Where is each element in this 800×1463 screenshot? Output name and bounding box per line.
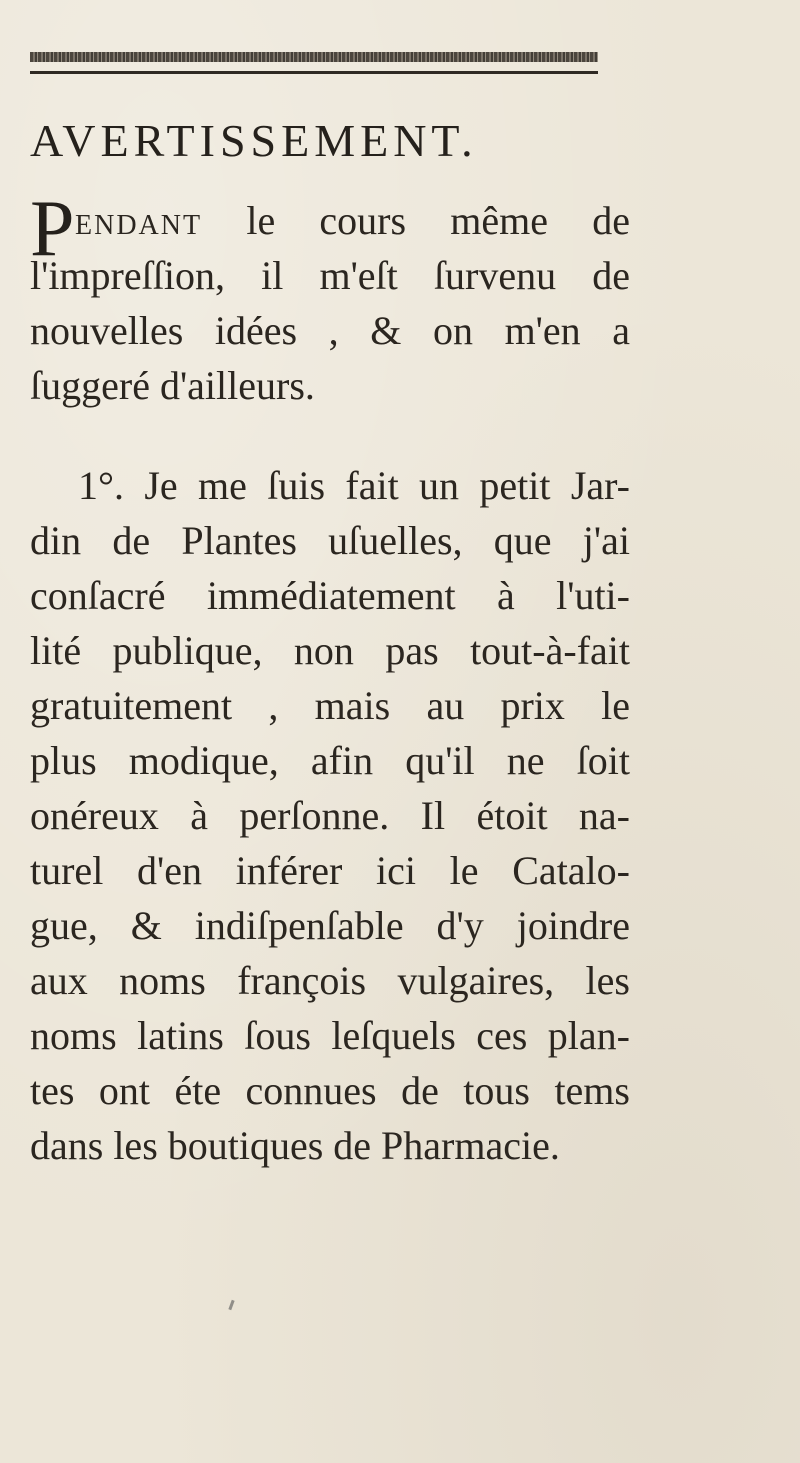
text-line: plus modique, afin qu'il ne ſoit xyxy=(30,738,630,783)
text-line: aux noms françois vulgaires, les xyxy=(30,958,630,1003)
paragraph-2-first-line xyxy=(30,458,630,513)
paragraph-1-first-line xyxy=(30,193,630,248)
paragraph-1 xyxy=(30,248,630,413)
text-line: gue, & indiſpenſable d'y joindre xyxy=(30,903,630,948)
ornamental-rule xyxy=(30,52,598,62)
first-line-text: le cours même de xyxy=(246,198,631,243)
text-line: turel d'en inférer ici le Catalo- xyxy=(30,848,630,893)
text-line: tes ont éte connues de tous tems xyxy=(30,1068,630,1113)
smallcaps-word: ENDANT xyxy=(75,210,203,241)
text-line: gratuitement , mais au prix le xyxy=(30,683,630,728)
text-line: conſacré immédiatement à l'uti- xyxy=(30,573,630,618)
text-line: nouvelles idées , & on m'en a xyxy=(30,308,630,353)
text-line: ſuggeré d'ailleurs. xyxy=(30,363,315,408)
text-line: l'impreſſion, il m'eſt ſurvenu de xyxy=(30,253,630,298)
paper-speck xyxy=(228,1300,234,1310)
text-line: onéreux à perſonne. Il étoit na- xyxy=(30,793,630,838)
text-line: noms latins ſous leſquels ces plan- xyxy=(30,1013,630,1058)
text-line xyxy=(75,193,630,248)
text-line: lité publique, non pas tout-à-fait xyxy=(30,628,630,673)
text-line: 1°. Je me ſuis fait un petit Jar- xyxy=(78,463,630,508)
thin-rule xyxy=(30,71,598,74)
drop-cap: P xyxy=(30,185,75,273)
text-line: dans les boutiques de Pharmacie. xyxy=(30,1123,560,1168)
paragraph-2 xyxy=(30,513,630,1173)
text-line: din de Plantes uſuelles, que j'ai xyxy=(30,518,630,563)
page-heading: AVERTISSEMENT. xyxy=(30,115,478,166)
